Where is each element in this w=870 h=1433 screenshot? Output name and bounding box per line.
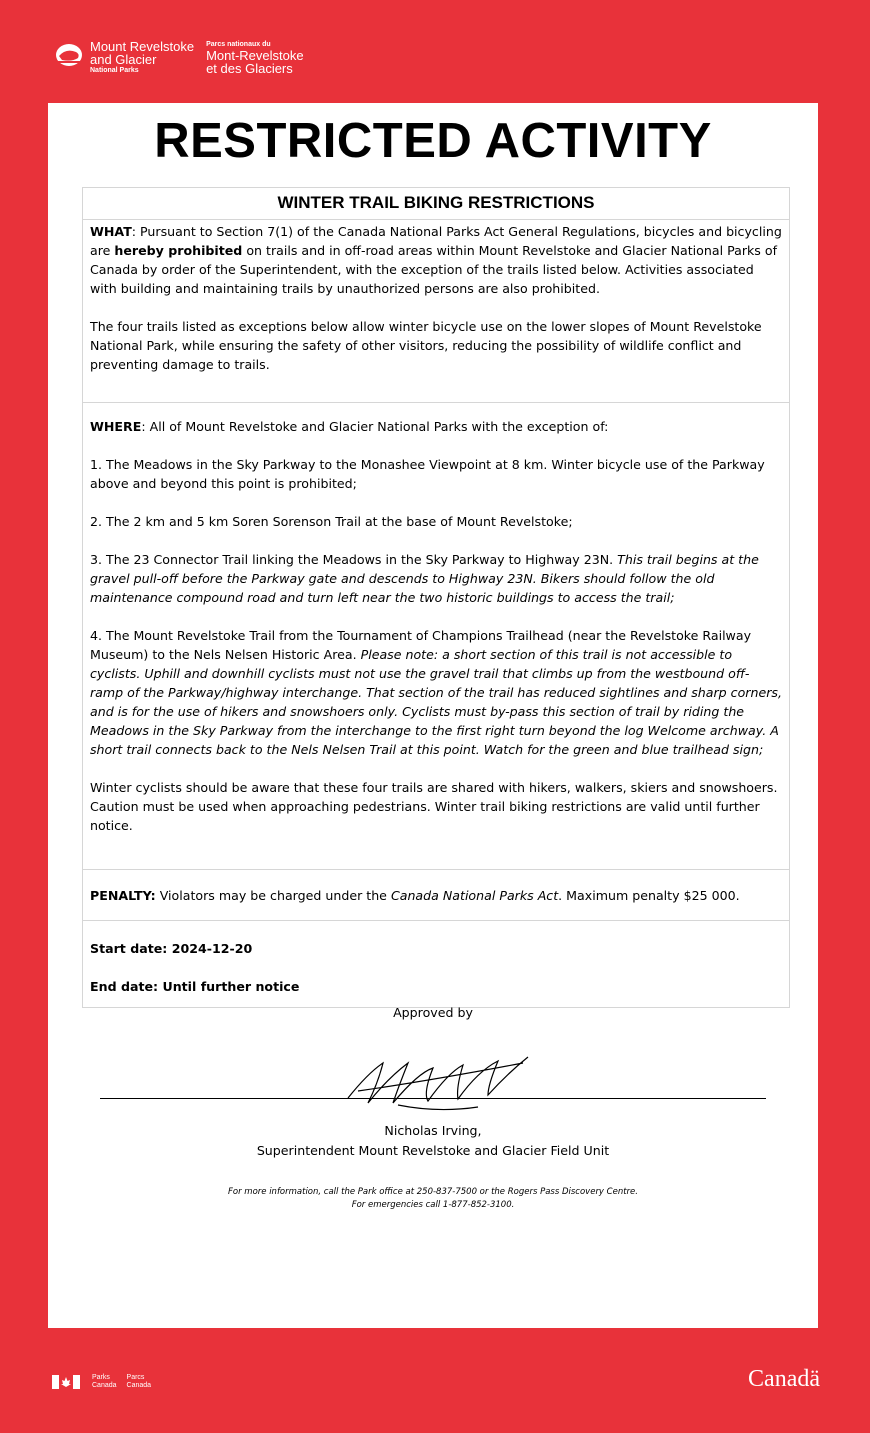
- penalty-section: PENALTY: Violators may be charged under the Canada National Parks Act. Maximum penalty $25 000.: [83, 870, 789, 921]
- notice-heading: WINTER TRAIL BIKING RESTRICTIONS: [83, 188, 789, 220]
- canada-wordmark: Canadä: [748, 1366, 820, 1392]
- end-date: End date: Until further notice: [90, 979, 300, 994]
- what-section: WHAT: Pursuant to Section 7(1) of the Canada National Parks Act General Regulations, bicycles and bicycling are hereby prohibited on trails and in off-road areas within Mount Revelstoke and Glacier National Parks of Canada by order of the Superintendent, with the exception of the trails listed below. Activities associated with building and maintaining trails by unauthorized persons are also prohibited. The four trails listed as exceptions below allow winter bicycle use on the lower slopes of Mount Revelstoke National Park, while ensuring the safety of other visitors, reducing the possibility of wildlife conflict and preventing damage to trails.: [83, 220, 789, 403]
- canada-flag-icon: [52, 1375, 80, 1389]
- contact-info: For more information, call the Park office at 250-837-7500 or the Rogers Pass Discovery Centre. For emergencies call 1-877-852-3100.: [228, 1187, 638, 1210]
- signature-line: [100, 1098, 766, 1099]
- exception-item: 4. The Mount Revelstoke Trail from the Tournament of Champions Trailhead (near the Revelstoke Railway Museum) to the Nels Nelsen Historic Area. Please note: a short section of this trail is not accessible to cyclists. Uphill and downhill cyclists must not use the gravel trail that climbs up from the westbound off-ramp of the Parkway/highway interchange. That section of the trail has reduced sightlines and sharp corners, and is for the use of hikers and snowshoers only. Cyclists must by-pass this section of trail by riding the Meadows in the Sky Parkway from the interchange to the first right turn beyond the log Welcome archway. A short trail connects back to the Nels Nelsen Trail at this point. Watch for the green and blue trailhead sign;: [90, 628, 782, 757]
- signer-block: [48, 1121, 818, 1161]
- logo-name-fr: Parcs nationaux du Mont-Revelstoke et des Glaciers: [206, 41, 304, 76]
- beaver-icon: [54, 42, 84, 68]
- what-paragraph-2: The four trails listed as exceptions below allow winter bicycle use on the lower slopes of Mount Revelstoke National Park, while ensuring the safety of other visitors, reducing the possibility of wildlife conflict and preventing damage to trails.: [90, 319, 762, 372]
- exception-item: 2. The 2 km and 5 km Soren Sorenson Trail at the base of Mount Revelstoke;: [90, 514, 573, 529]
- exception-item: 1. The Meadows in the Sky Parkway to the Monashee Viewpoint at 8 km. Winter bicycle use of the Parkway above and beyond this point is prohibited;: [90, 457, 765, 491]
- where-outro: Winter cyclists should be aware that these four trails are shared with hikers, walkers, skiers and snowshoers. Caution must be used when approaching pedestrians. Winter trail biking restrictions are valid until further notice.: [90, 780, 778, 833]
- start-date: Start date: 2024-12-20: [90, 941, 253, 956]
- approved-by-label: Approved by: [393, 1005, 473, 1020]
- exception-item: 3. The 23 Connector Trail linking the Meadows in the Sky Parkway to Highway 23N. This trail begins at the gravel pull-off before the Parkway gate and descends to Highway 23N. Bikers should follow the old maintenance compound road and turn left near the two historic buildings to access the trail;: [90, 552, 759, 605]
- notice-box: [82, 187, 790, 1008]
- parks-canada-logo: Parks Canada Parcs Canada: [52, 1374, 161, 1390]
- page-title: RESTRICTED ACTIVITY: [154, 114, 712, 168]
- where-section: WHERE: All of Mount Revelstoke and Glacier National Parks with the exception of: 1. The Meadows in the Sky Parkway to the Monashee Viewpoint at 8 km. Winter bicycle use of the Parkway above and beyond this point is prohibited; 2. The 2 km and 5 km Soren Sorenson Trail at the base of Mount Revelstoke; 3. The 23 Connector Trail linking the Meadows in the Sky Parkway to Highway 23N. This trail begins at the gravel pull-off before the Parkway gate and descends to Highway 23N. Bikers should follow the old maintenance compound road and turn left near the two historic buildings to access the trail; 4. The Mount Revelstoke Trail from the Tournament of Champions Trailhead (near the Revelstoke Railway Museum) to the Nels Nelsen Historic Area. Please note: a short section of this trail is not accessible to cyclists. Uphill and downhill cyclists must not use the gravel trail that climbs up from the westbound off-ramp of the Parkway/highway interchange. That section of the trail has reduced sightlines and sharp corners, and is for the use of hikers and snowshoers only. Cyclists must by-pass this section of trail by riding the Meadows in the Sky Parkway from the interchange to the first right turn beyond the log Welcome archway. A short trail connects back to the Nels Nelsen Trail at this point. Watch for the green and blue trailhead sign; Winter cyclists should be aware that these four trails are shared with hikers, walkers, skiers and snowshoers. Caution must be used when approaching pedestrians. Winter trail biking restrictions are valid until further notice.: [83, 403, 789, 870]
- dates-section: [83, 921, 789, 1007]
- notice-page: [48, 103, 818, 1328]
- parks-logo: [54, 40, 304, 75]
- signer-name: Nicholas Irving,: [384, 1123, 482, 1138]
- logo-name-en: Mount Revelstoke and Glacier National Parks: [90, 39, 195, 74]
- signer-position: Superintendent Mount Revelstoke and Glacier Field Unit: [256, 1143, 610, 1158]
- signature: [338, 1033, 538, 1118]
